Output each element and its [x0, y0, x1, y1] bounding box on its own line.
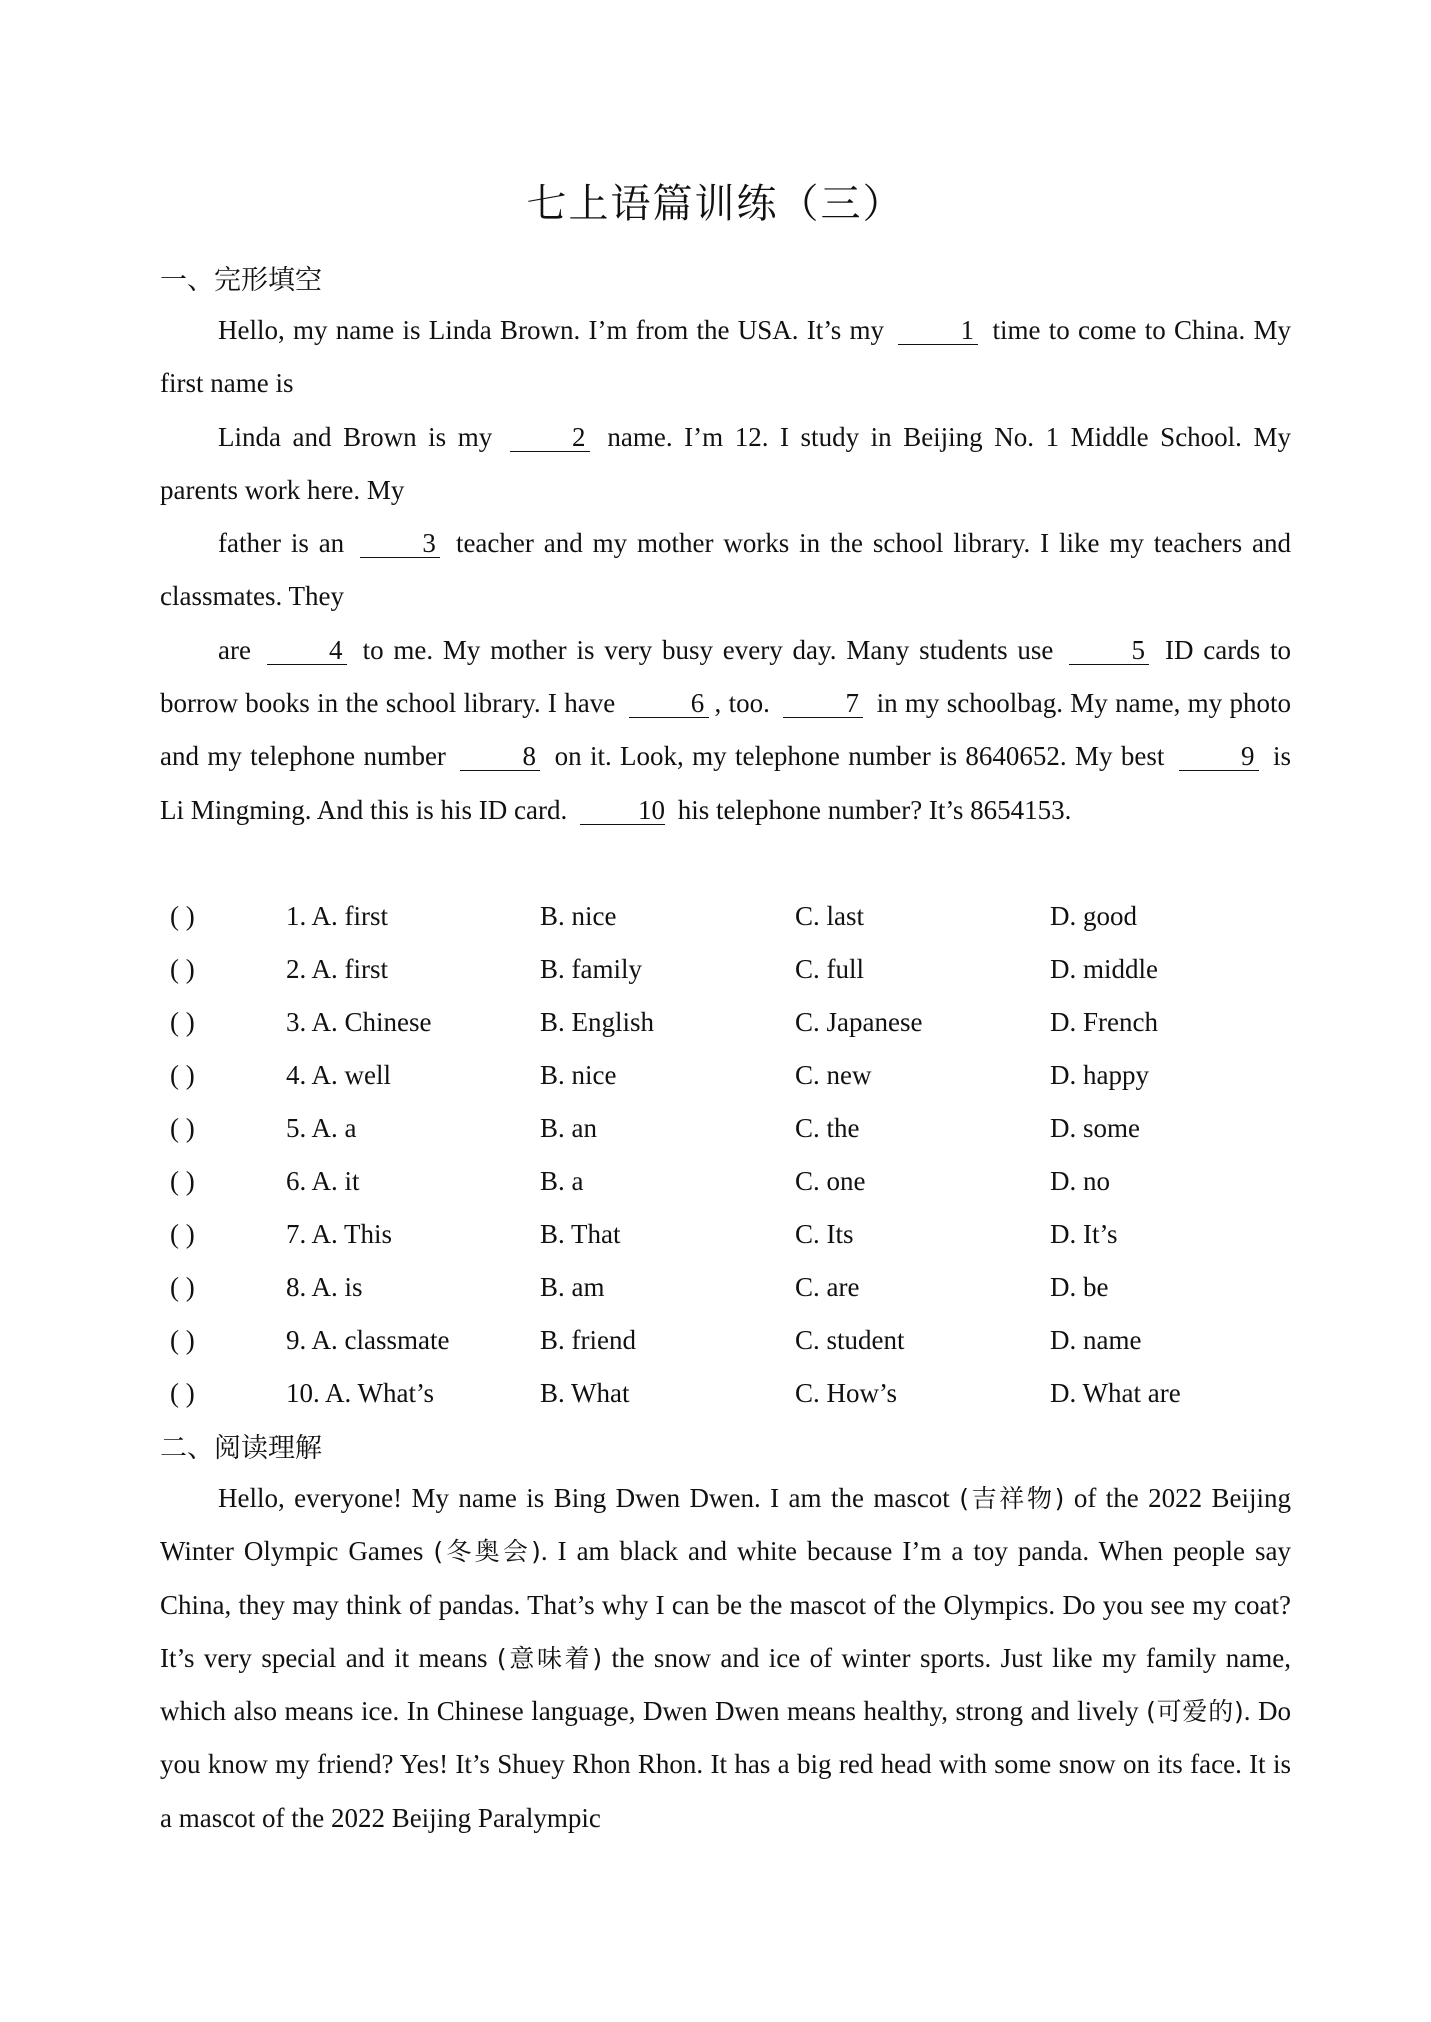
answer-bracket[interactable]: ( ): [170, 901, 195, 931]
blank-5[interactable]: 5: [1069, 636, 1149, 665]
option-d: D. good: [1050, 901, 1137, 931]
option-a: 8. A. is: [286, 1272, 363, 1302]
option-b: B. family: [540, 954, 642, 984]
cloze-text: teacher and my mother works in the school library. I like my teachers and classmates. They: [160, 528, 1291, 612]
answer-bracket[interactable]: ( ): [170, 1113, 195, 1143]
cloze-text: to me. My mother is very busy every day. Many students use: [362, 634, 1054, 665]
gloss-lively: (可爱的): [1146, 1697, 1244, 1727]
option-b: B. a: [540, 1166, 584, 1196]
blank-7[interactable]: 7: [783, 689, 863, 718]
option-d: D. be: [1050, 1272, 1109, 1302]
cloze-text: are: [218, 634, 251, 665]
option-a: 5. A. a: [286, 1113, 357, 1143]
section-cloze-heading: 一、完形填空: [160, 265, 322, 296]
option-c: C. last: [795, 901, 865, 931]
answer-bracket[interactable]: ( ): [170, 1219, 195, 1249]
answer-bracket[interactable]: ( ): [170, 1007, 195, 1037]
cloze-text: his telephone number? It’s 8654153.: [677, 794, 1072, 825]
blank-8[interactable]: 8: [460, 742, 540, 771]
blank-4[interactable]: 4: [267, 636, 347, 665]
option-a: 2. A. first: [286, 954, 389, 984]
option-d: D. no: [1050, 1166, 1110, 1196]
blank-10[interactable]: 10: [580, 796, 665, 825]
option-c: C. are: [795, 1272, 860, 1302]
option-a: 3. A. Chinese: [286, 1007, 432, 1037]
blank-9[interactable]: 9: [1179, 742, 1259, 771]
question-row-5: [170, 1102, 1300, 1155]
question-row-7: [170, 1208, 1300, 1261]
page-title: 七上语篇训练（三）: [526, 181, 905, 227]
option-b: B. am: [540, 1272, 605, 1302]
gloss-means: (意味着): [496, 1643, 603, 1673]
option-b: B. English: [540, 1007, 655, 1037]
cloze-passage: [160, 304, 1291, 837]
answer-bracket[interactable]: ( ): [170, 1378, 195, 1408]
option-c: C. new: [795, 1060, 872, 1090]
option-d: D. It’s: [1050, 1219, 1118, 1249]
blank-3[interactable]: 3: [360, 529, 440, 558]
question-row-4: [170, 1049, 1300, 1102]
cloze-text: name. I’m 12. I study in Beijing No. 1 Middle School. My parents work here. My: [160, 421, 1291, 505]
reading-paragraph: [160, 1472, 1291, 1845]
option-c: C. full: [795, 954, 865, 984]
question-row-9: [170, 1314, 1300, 1367]
option-b: B. What: [540, 1378, 630, 1408]
answer-bracket[interactable]: ( ): [170, 1272, 195, 1302]
option-c: C. How’s: [795, 1378, 898, 1408]
option-c: C. Its: [795, 1219, 854, 1249]
option-a: 9. A. classmate: [286, 1325, 450, 1355]
cloze-paragraph-2: [160, 411, 1291, 518]
reading-text: Hello, everyone! My name is Bing Dwen Dwen. I am the mascot: [218, 1483, 950, 1513]
reading-text: . Do you know my friend? Yes! It’s Shuey Rhon Rhon. It has a big red head with some snow on its face. It is a mascot of the 2022 Beijing Paralympic: [160, 1696, 1292, 1833]
cloze-text: on it. Look, my telephone number is 8640652. My best: [554, 741, 1165, 772]
question-row-3: [170, 996, 1300, 1049]
reading-text: . I am black and white because I’m a toy panda. When people say China, they may think of pandas. That’s why I can be the mascot of the Olympics. Do you see my coat? It’s very special and it means: [160, 1536, 1292, 1673]
option-c: C. Japanese: [795, 1007, 923, 1037]
cloze-text: is Li Mingming. And this is his ID card.: [160, 741, 1292, 825]
option-b: B. nice: [540, 1060, 617, 1090]
cloze-paragraph-1: [160, 304, 1291, 411]
cloze-text: , too.: [714, 688, 770, 719]
section-reading-heading: 二、阅读理解: [160, 1433, 322, 1464]
option-d: D. What are: [1050, 1378, 1181, 1408]
cloze-text: in my schoolbag. My name, my photo and my telephone number: [160, 688, 1292, 772]
gloss-winter-olympics: (冬奥会): [433, 1537, 541, 1567]
question-row-1: [170, 890, 1300, 943]
gloss-mascot: (吉祥物): [959, 1484, 1065, 1513]
option-a: 1. A. first: [286, 901, 389, 931]
option-b: B. an: [540, 1113, 597, 1143]
option-d: D. some: [1050, 1113, 1140, 1143]
option-a: 10. A. What’s: [286, 1378, 434, 1408]
cloze-text: Linda and Brown is my: [218, 421, 493, 452]
option-d: D. middle: [1050, 954, 1158, 984]
option-a: 6. A. it: [286, 1166, 360, 1196]
option-c: C. student: [795, 1325, 905, 1355]
blank-2[interactable]: 2: [510, 423, 590, 452]
option-d: D. name: [1050, 1325, 1142, 1355]
option-d: D. French: [1050, 1007, 1158, 1037]
question-row-10: [170, 1367, 1300, 1420]
cloze-text: father is an: [218, 528, 345, 559]
answer-bracket[interactable]: ( ): [170, 954, 195, 984]
answer-bracket[interactable]: ( ): [170, 1325, 195, 1355]
reading-passage: [160, 1472, 1291, 1845]
question-row-6: [170, 1155, 1300, 1208]
option-b: B. That: [540, 1219, 621, 1249]
option-a: 7. A. This: [286, 1219, 393, 1249]
option-b: B. nice: [540, 901, 617, 931]
reading-text: of the 2022 Beijing Winter Olympic Games: [160, 1483, 1292, 1567]
cloze-paragraph-3: [160, 517, 1291, 624]
cloze-text: Hello, my name is Linda Brown. I’m from the USA. It’s my: [218, 315, 884, 345]
option-c: C. the: [795, 1113, 860, 1143]
blank-1[interactable]: 1: [898, 316, 978, 345]
reading-text: the snow and ice of winter sports. Just like my family name, which also means ice. In Chinese language, Dwen Dwen means healthy, strong and lively: [160, 1642, 1292, 1727]
answer-bracket[interactable]: ( ): [170, 1060, 195, 1090]
cloze-paragraph-4: [160, 624, 1291, 837]
option-d: D. happy: [1050, 1060, 1149, 1090]
cloze-text: time to come to China. My first name is: [160, 315, 1292, 399]
answer-bracket[interactable]: ( ): [170, 1166, 195, 1196]
question-row-2: [170, 943, 1300, 996]
option-a: 4. A. well: [286, 1060, 391, 1090]
question-row-8: [170, 1261, 1300, 1314]
cloze-text: ID cards to borrow books in the school library. I have: [160, 634, 1292, 719]
blank-6[interactable]: 6: [629, 689, 709, 718]
option-c: C. one: [795, 1166, 866, 1196]
option-b: B. friend: [540, 1325, 636, 1355]
